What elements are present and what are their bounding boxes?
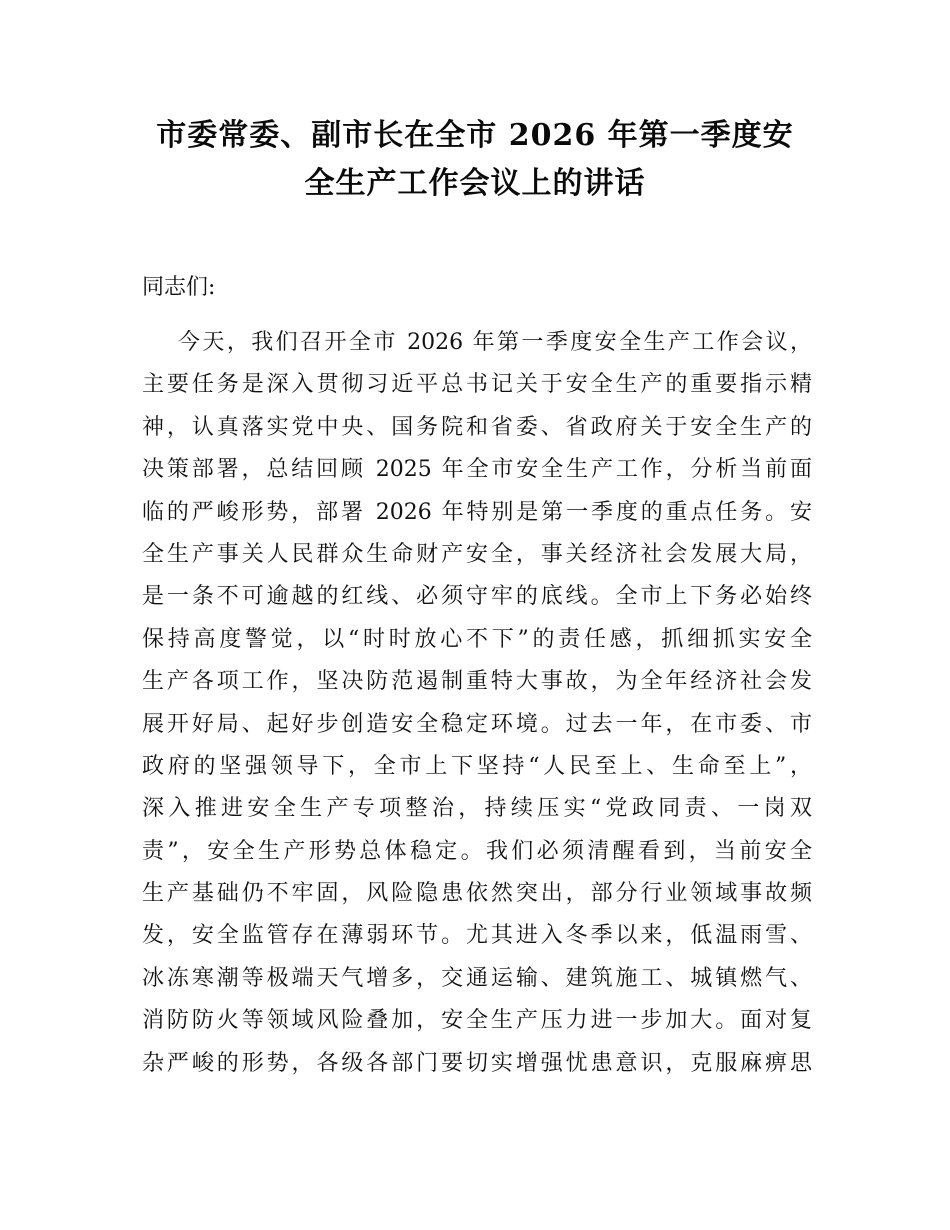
salutation: 同志们:: [142, 275, 216, 300]
title-line: 市委常委、副市长在全市 2026 年第一季度安: [156, 118, 794, 153]
body-paragraph: [142, 322, 812, 1085]
paragraph-line: 主要任务是深入贯彻习近平总书记关于安全生产的重要指示精: [142, 372, 812, 398]
paragraph-line: 生产各项工作，坚决防范遏制重特大事故，为全年经济社会发: [142, 669, 812, 695]
paragraph-line: 全生产事关人民群众生命财产安全，事关经济社会发展大局，: [142, 541, 812, 567]
paragraph-line: 责”，安全生产形势总体稳定。我们必须清醒看到，当前安全: [142, 838, 812, 864]
paragraph-line: 保持高度警觉，以“时时放心不下”的责任感，抓细抓实安全: [142, 626, 812, 652]
paragraph-line: 神，认真落实党中央、国务院和省委、省政府关于安全生产的: [142, 414, 812, 440]
paragraph-line: 冰冻寒潮等极端天气增多，交通运输、建筑施工、城镇燃气、: [142, 965, 812, 991]
paragraph-line: 消防防火等领域风险叠加，安全生产压力进一步加大。面对复: [142, 1008, 812, 1034]
paragraph-line: 生产基础仍不牢固，风险隐患依然突出，部分行业领域事故频: [142, 881, 812, 907]
title-line: 全生产工作会议上的讲话: [304, 166, 646, 201]
document-title: [120, 112, 830, 208]
paragraph-line: 发，安全监管存在薄弱环节。尤其进入冬季以来，低温雨雪、: [142, 923, 812, 949]
paragraph-line: 决策部署，总结回顾 2025 年全市安全生产工作，分析当前面: [142, 457, 812, 483]
paragraph-line: 临的严峻形势，部署 2026 年特别是第一季度的重点任务。安: [142, 499, 812, 525]
paragraph-line: 展开好局、起好步创造安全稳定环境。过去一年，在市委、市: [142, 711, 812, 737]
paragraph-line: 深入推进安全生产专项整治，持续压实“党政同责、一岗双: [142, 796, 812, 822]
paragraph-line: 政府的坚强领导下，全市上下坚持“人民至上、生命至上”，: [142, 753, 812, 779]
paragraph-line: 今天，我们召开全市 2026 年第一季度安全生产工作会议，: [178, 330, 812, 355]
paragraph-line: 杂严峻的形势，各级各部门要切实增强忧患意识，克服麻痹思: [142, 1050, 812, 1076]
paragraph-line: 是一条不可逾越的红线、必须守牢的底线。全市上下务必始终: [142, 584, 812, 610]
